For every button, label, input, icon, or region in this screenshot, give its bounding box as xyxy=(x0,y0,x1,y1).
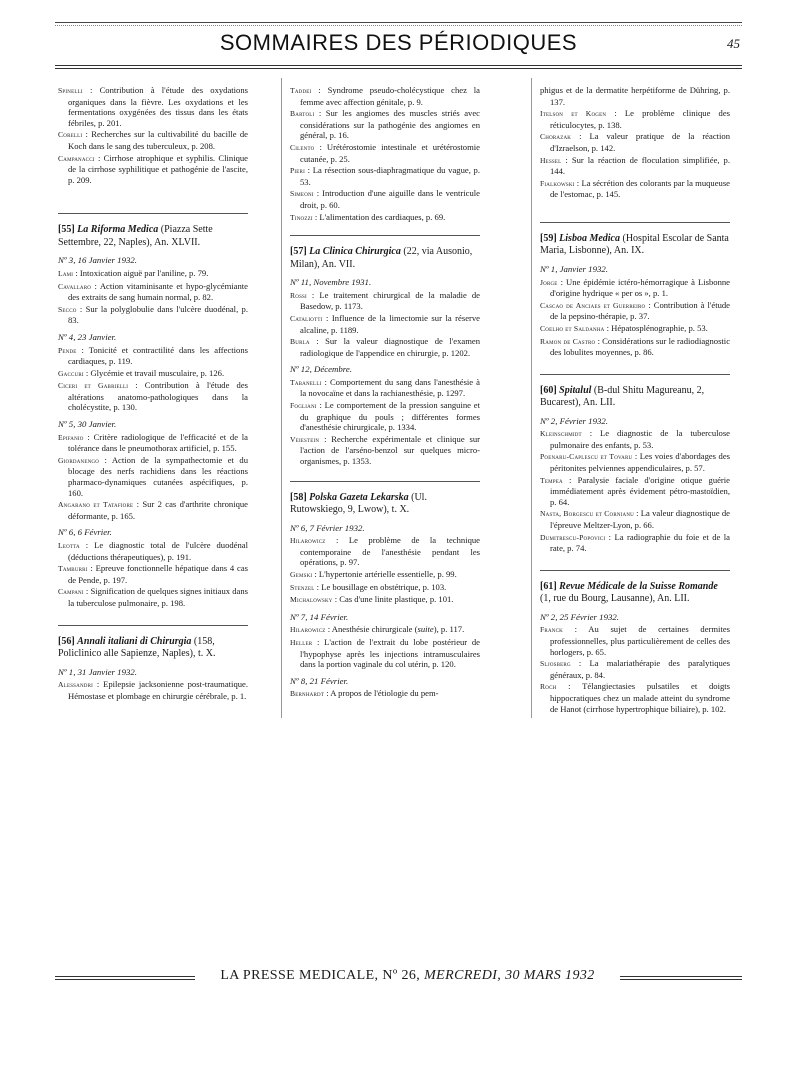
author: Chorazak xyxy=(540,132,572,142)
author: Cascao de Anciaes et Guerreiro xyxy=(540,300,646,310)
article-entry xyxy=(540,451,730,473)
article-entry xyxy=(58,540,248,562)
journal-name: Spitalul xyxy=(559,384,592,396)
issue-date: Nº 6, 6 Février. xyxy=(58,527,112,538)
column-2 xyxy=(290,85,480,701)
journal-name: Polska Gazeta Lekarska xyxy=(309,491,409,503)
author: Gemski xyxy=(290,570,313,579)
article-entry xyxy=(290,313,480,335)
article-text: : Action de la sympathectomie et du blocage des nerfs rachidiens dans les réactions pharmaco-dynamiques cutanées aspécifiques, p. 160. xyxy=(68,454,248,498)
intro-entries xyxy=(58,85,248,185)
issue-date: Nº 8, 21 Février. xyxy=(290,675,349,686)
article-entry xyxy=(58,345,248,367)
article-entry xyxy=(290,188,480,210)
article-entry xyxy=(540,155,730,177)
journal-info: (22, via Ausonio, Milan), An. VII. xyxy=(290,246,473,270)
article-entry xyxy=(540,108,730,130)
article-entry xyxy=(540,85,730,107)
page-header xyxy=(55,30,742,66)
article-text: : Sur les angiomes des muscles striés avec considérations sur la pathogénie des angiomes en général, p. 16. xyxy=(300,108,480,141)
journal-name: Lisboa Medica xyxy=(559,232,620,244)
footer-rule xyxy=(620,979,742,980)
issue-date: Nº 4, 23 Janvier. xyxy=(58,331,117,342)
article-entry xyxy=(58,281,248,303)
article-text: : Tonicité et contractilité dans les affections cardiaques, p. 119. xyxy=(68,344,248,367)
author: Gaccuri xyxy=(58,368,84,378)
article-text: : Recherche expérimentale et clinique sur l'action de l'arséno-benzol sur quelques micro-organismes, p. 1353. xyxy=(300,433,480,467)
author: Itelson et Kogen xyxy=(540,109,607,119)
article-text: : Contribution à l'étude des oxydations organiques dans la fièvre. Les oxydations et les fermentations oxygénées des tissus dans les états fébriles, p. 201. xyxy=(68,85,248,128)
article-text: : Cirrhose atrophique et syphilis. Clinique de la cirrhose syphilitique et pathogénie de l'ascite, p. 209. xyxy=(68,152,248,185)
author: Fogliani xyxy=(290,401,317,411)
footer-rule xyxy=(620,976,742,977)
article-entry xyxy=(58,679,248,701)
article-entry xyxy=(290,290,480,312)
author: Nasta, Borgescu et Cornianu xyxy=(540,509,634,519)
page-title: SOMMAIRES DES PÉRIODIQUES xyxy=(219,30,578,55)
article-entry xyxy=(290,377,480,399)
article-text: : Le problème clinique des réticulocytes, p. 138. xyxy=(550,108,730,130)
article-entry xyxy=(290,569,480,581)
article-text: : Une épidémie ictéro-hémorragique à Lisbonne d'origine hydrique « per os », p. 1. xyxy=(550,276,730,299)
article-text: : Contribution à l'étude de la pepsino-thérapie, p. 37. xyxy=(550,299,730,322)
issue-date: Nº 7, 14 Février. xyxy=(290,611,349,622)
author: Roch xyxy=(540,682,557,692)
journal-number: [59] xyxy=(540,232,557,244)
author: Angarano et Tatafiore xyxy=(58,500,134,510)
top-rule xyxy=(55,22,742,23)
author: Franck xyxy=(540,625,563,635)
article-entry xyxy=(540,300,730,322)
article-entry xyxy=(290,688,480,700)
column-3 xyxy=(540,85,730,715)
article-text: : La valeur diagnostique de l'épreuve Meltzer-Lyon, p. 66. xyxy=(550,508,730,531)
author: Cavallaro xyxy=(58,281,92,291)
article-text: : Epilepsie jacksonienne post-traumatique. Hémostase et plombage en chirurgie cérébrale, p. 1. xyxy=(68,679,248,701)
article-text: : La valeur pratique de la réaction d'Izraelson, p. 142. xyxy=(550,131,730,153)
article-entry xyxy=(290,85,480,107)
header-rule-double xyxy=(55,68,742,69)
issue-date: Nº 2, Février 1932. xyxy=(540,415,608,426)
article-text: : Anesthésie chirurgicale (suite), p. 117. xyxy=(325,624,465,635)
article-text: : Sur la polyglobulie dans l'ulcère duodénal, p. 83. xyxy=(68,303,248,326)
article-entry xyxy=(290,336,480,358)
article-entry xyxy=(540,658,730,680)
article-entry xyxy=(58,304,248,326)
author: Bartoli xyxy=(290,109,315,119)
article-entry xyxy=(540,131,730,153)
article-text: : Epreuve fonctionnelle hépatique dans 4 cas de Pende, p. 197. xyxy=(68,563,248,585)
article-text: : Action vitaminisante et hypo-glycémiante des extraits de sang humain normal, p. 82. xyxy=(68,280,248,303)
author: Cilento xyxy=(290,142,315,152)
article-text: : Le traitement chirurgical de la maladie de Basedow, p. 1173. xyxy=(300,289,480,312)
journal-heading xyxy=(540,374,730,410)
article-entry xyxy=(58,85,248,128)
footer-date: MERCREDI, 30 MARS 1932 xyxy=(424,968,595,983)
journal-info: (B-dul Shitu Magureanu, 2, Bucarest), An. LII. xyxy=(540,384,705,409)
italic-suite: suite xyxy=(417,624,434,635)
issue-date: Nº 1, Janvier 1932. xyxy=(540,263,608,274)
journal-info: (1, rue du Bourg, Lausanne), An. LII. xyxy=(540,593,690,605)
issue-date: Nº 5, 30 Janvier. xyxy=(58,419,117,430)
author: Corelli xyxy=(58,130,83,140)
article-text: : Le bousillage en obstétrique, p. 103. xyxy=(314,581,447,592)
article-text: : Les voies d'abordages des péritonites pelviennes appendiculaires, p. 57. xyxy=(550,451,730,474)
article-text: : La résection sous-diaphragmatique du vague, p. 53. xyxy=(300,165,480,187)
article-entry xyxy=(540,532,730,554)
article-text: : Sur la valeur diagnostique de l'examen radiologique de l'appendice en chirurgie, p. 1202. xyxy=(300,336,480,358)
journal-heading xyxy=(290,481,480,517)
author: Simeoni xyxy=(290,189,314,199)
article-text: : La sécrétion des colorants par la muqueuse de l'estomac, p. 145. xyxy=(550,177,730,200)
journal-number: [60] xyxy=(540,384,557,396)
author: Campani xyxy=(58,587,84,597)
article-entry xyxy=(290,212,480,224)
article-entry xyxy=(290,400,480,433)
article-text: : Le diagnostic de la tuberculose pulmonaire des enfants, p. 53. xyxy=(550,428,730,450)
journal-heading xyxy=(540,222,730,258)
article-text: : Considérations sur le radiodiagnostic des lobulites moyennes, p. 86. xyxy=(550,335,731,358)
journal-name: Revue Médicale de la Suisse Romande xyxy=(559,580,718,592)
article-text: : Critère radiologique de l'efficacité et de la tolérance dans le pneumothorax artificiel, p. 155. xyxy=(68,431,248,454)
author: Alessandri xyxy=(58,680,93,690)
journal-info: (158, Policlinico alle Sapienze, Naples), t. X. xyxy=(58,635,216,660)
journal-number: [61] xyxy=(540,580,557,592)
author: Taddei xyxy=(290,86,312,95)
author: Pende xyxy=(58,345,77,355)
article-entry xyxy=(290,535,480,568)
article-entry xyxy=(58,455,248,498)
journal-name: La Riforma Medica xyxy=(77,224,159,236)
author: Pieri xyxy=(290,166,305,176)
article-entry xyxy=(540,428,730,450)
article-text: : Au sujet de certaines dermites professionnelles, plus particulièrement de celles des horlogers, p. 65. xyxy=(550,624,730,657)
article-entry xyxy=(58,153,248,186)
article-text: : La radiographie du foie et de la rate, p. 74. xyxy=(550,531,730,554)
article-text: : Le problème de la technique contemporaine de l'anesthésie pendant les opérations, p. 97. xyxy=(300,535,480,568)
article-entry xyxy=(290,108,480,141)
article-entry xyxy=(540,508,730,530)
author: Campanacci xyxy=(58,153,95,163)
article-entry xyxy=(58,432,248,454)
article-text: phigus et de la dermatite herpétiforme de Dühring, p. 137. xyxy=(540,85,730,107)
journal-info: (Hospital Escolar de Santa Maria, Lisbonne), An. IX. xyxy=(540,232,729,257)
article-text: : Télangiectasies pulsatiles et doigts hippocratiques chez un malade atteint du syndrome de Hanot (cirrhose hypertrophique biliaire), p. 102. xyxy=(550,681,730,714)
column-divider xyxy=(281,78,282,718)
author: Lami xyxy=(58,268,74,278)
article-entry xyxy=(290,165,480,187)
author: Coelho et Saldanha xyxy=(540,323,605,333)
author: Tabanelli xyxy=(290,377,322,387)
article-text: : Recherches sur la cultivabilité du bacille de Koch dans le sang des tuberculeux, p. 208. xyxy=(68,129,248,151)
author: Burla xyxy=(290,337,310,347)
article-text: : Paralysie faciale d'origine otique guérie immédiatement après évidement pétro-mastoïdien, p. 64. xyxy=(550,474,730,507)
author: Epifanio xyxy=(58,432,84,442)
journal-info: (Piazza Sette Settembre, 22, Naples), An. XLVII. xyxy=(58,224,213,248)
author: Jorge xyxy=(540,277,558,287)
journal-number: [57] xyxy=(290,246,307,258)
author: Heller xyxy=(290,637,313,647)
article-entry xyxy=(290,434,480,467)
journal-number: [58] xyxy=(290,491,307,503)
article-text: : L'hypertonie artérielle essentielle, p. 99. xyxy=(312,569,457,579)
author: Hessel xyxy=(540,155,562,165)
article-entry xyxy=(540,178,730,200)
article-text: : A propos de l'étiologie du pem- xyxy=(324,688,439,699)
footer-journal: LA PRESSE MEDICALE, Nº 26, xyxy=(220,968,421,983)
column-divider xyxy=(531,78,532,718)
article-entry xyxy=(290,637,480,670)
article-text: : Cas d'une linite plastique, p. 101. xyxy=(332,594,454,605)
article-text: : Le diagnostic total de l'ulcère duodénal (déductions thérapeutiques), p. 191. xyxy=(68,540,248,562)
article-text: : Syndrome pseudo-cholécystique chez la femme avec affection génitale, p. 9. xyxy=(300,85,480,107)
journal-heading xyxy=(540,570,730,606)
page-number: 45 xyxy=(727,36,740,51)
header-rule xyxy=(55,65,742,66)
author: Ramon de Castro xyxy=(540,336,596,346)
article-text: : Signification de quelques signes initiaux dans la tuberculose pulmonaire, p. 198. xyxy=(68,586,248,608)
issue-date: Nº 2, 25 Février 1932. xyxy=(540,611,619,622)
journal-heading xyxy=(58,213,248,249)
top-rule-dotted xyxy=(55,25,742,26)
author: Tempea xyxy=(540,475,563,485)
author: Giordanengo xyxy=(58,455,100,465)
article-entry xyxy=(58,268,248,280)
article-entry xyxy=(58,380,248,413)
journal-heading xyxy=(58,625,248,661)
journal-info: (Ul. Rutowskiego, 9, Lwow), t. X. xyxy=(290,491,427,516)
author: Michalowsky xyxy=(290,595,333,605)
issue-date: Nº 6, 7 Février 1932. xyxy=(290,522,365,533)
author: Fialkowski xyxy=(540,178,575,188)
author: Dumitrescu-Popovici xyxy=(540,532,606,542)
article-entry xyxy=(290,594,480,606)
issue-date: Nº 11, Novembre 1931. xyxy=(290,277,372,288)
article-entry xyxy=(290,142,480,164)
author: Tinozzi xyxy=(290,212,313,222)
article-text: : Urétérostomie intestinale et urétérostomie cutanée, p. 25. xyxy=(300,141,480,164)
author: Rossi xyxy=(290,290,307,300)
article-text: : La malariathérapie des paralytiques généraux, p. 84. xyxy=(550,658,730,680)
footer-rule xyxy=(55,979,195,980)
article-text: : Comportement du sang dans l'anesthésie à la novocaïne et dans la rachianesthésie, p. 1297. xyxy=(300,376,480,399)
issue-date: Nº 3, 16 Janvier 1932. xyxy=(58,255,137,266)
article-entry xyxy=(540,624,730,657)
issue-date: Nº 1, 31 Janvier 1932. xyxy=(58,666,137,677)
article-entry xyxy=(540,475,730,508)
article-text: : Glycémie et travail musculaire, p. 126. xyxy=(83,367,225,378)
author: Poenaru-Caplescu et Tovaru xyxy=(540,452,633,462)
article-text: : Influence de la limectomie sur la réserve alcaline, p. 1189. xyxy=(300,312,480,335)
author: Secco xyxy=(58,304,77,314)
author: Spinelli xyxy=(58,86,83,95)
article-text: : L'alimentation des cardiaques, p. 69. xyxy=(312,211,446,222)
article-entry xyxy=(58,129,248,151)
article-entry xyxy=(540,681,730,714)
article-entry xyxy=(290,582,480,594)
article-entry xyxy=(58,563,248,585)
author: Sljosberg xyxy=(540,659,571,669)
article-text: : Intoxication aiguë par l'aniline, p. 79. xyxy=(73,267,209,278)
column-1 xyxy=(58,85,248,702)
journal-heading xyxy=(290,235,480,271)
author: Hilarowicz xyxy=(290,625,326,635)
journal-name: La Clinica Chirurgica xyxy=(309,246,401,258)
article-entry xyxy=(290,624,480,636)
article-entry xyxy=(540,336,730,358)
journal-name: Annali italiani di Chirurgia xyxy=(77,635,192,647)
article-entry xyxy=(58,586,248,608)
article-text: : Contribution à l'étude des altérations anatomo-pathologiques dans la cholécystite, p. 130. xyxy=(68,380,248,413)
article-text: : L'action de l'extrait du lobe postérieur de l'hypophyse après les injections intramusculaires dans la portion vaginale du col utérin, p. 120. xyxy=(300,636,480,670)
article-entry xyxy=(58,499,248,521)
issue-date: Nº 12, Décembre. xyxy=(290,364,353,375)
article-text: : Sur la réaction de floculation simplifiée, p. 144. xyxy=(550,154,730,177)
article-text: : Hépatosplénographie, p. 53. xyxy=(604,322,708,333)
article-entry xyxy=(540,323,730,335)
author: Stenzel xyxy=(290,582,315,592)
article-text: : Introduction d'une aiguille dans le ventricule droit, p. 60. xyxy=(300,188,480,210)
article-entry xyxy=(58,368,248,380)
article-entry xyxy=(540,277,730,299)
author: Veiestein xyxy=(290,434,320,444)
author: Cataliotti xyxy=(290,313,323,323)
author: Kleinschmidt xyxy=(540,429,582,439)
page-footer xyxy=(195,968,620,984)
author: Hilarowicz xyxy=(290,536,326,546)
author: Tamburri xyxy=(58,564,88,574)
author: Ciceri et Gabrielli xyxy=(58,381,129,391)
article-text: : Le comportement de la pression sanguine et du graphique du pouls ; différentes formes d'anesthésie chirurgicale, p. 1334. xyxy=(300,400,480,433)
journal-number: [56] xyxy=(58,635,75,647)
footer-rule xyxy=(55,976,195,977)
author: Bernhardt xyxy=(290,689,325,699)
article-text: : Sur 2 cas d'arthrite chronique déformante, p. 165. xyxy=(68,499,248,521)
author: Leotta xyxy=(58,541,80,550)
journal-number: [55] xyxy=(58,224,75,236)
